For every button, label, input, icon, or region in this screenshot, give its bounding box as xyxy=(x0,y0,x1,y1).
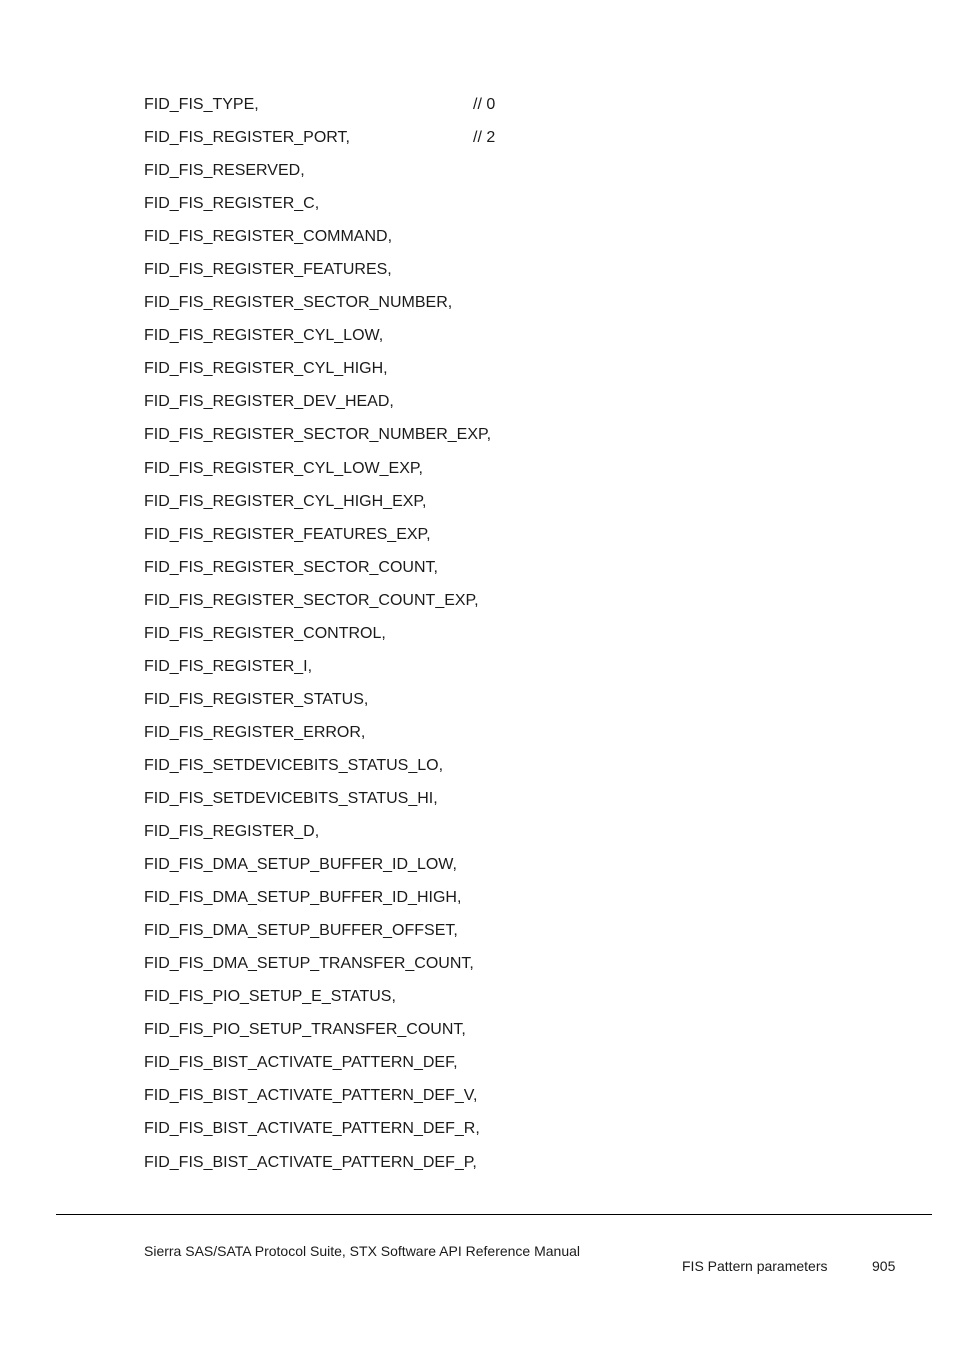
enum-member: FID_FIS_REGISTER_I, xyxy=(144,657,313,675)
code-line xyxy=(144,159,491,192)
code-line xyxy=(144,1018,491,1051)
code-comment: // 2 xyxy=(473,129,496,147)
code-line xyxy=(144,721,491,754)
enum-member: FID_FIS_REGISTER_STATUS, xyxy=(144,690,369,708)
enum-member: FID_FIS_DMA_SETUP_BUFFER_ID_HIGH, xyxy=(144,889,462,907)
code-line xyxy=(144,1117,491,1150)
enum-member: FID_FIS_REGISTER_COMMAND, xyxy=(144,228,393,246)
enum-member: FID_FIS_PIO_SETUP_E_STATUS, xyxy=(144,988,396,1006)
enum-member: FID_FIS_REGISTER_C, xyxy=(144,195,320,213)
code-line xyxy=(144,192,491,225)
enum-member: FID_FIS_REGISTER_SECTOR_COUNT_EXP, xyxy=(144,591,479,609)
enum-member: FID_FIS_PIO_SETUP_TRANSFER_COUNT, xyxy=(144,1021,466,1039)
enum-member: FID_FIS_REGISTER_D, xyxy=(144,823,320,841)
footer-manual-title: Sierra SAS/SATA Protocol Suite, STX Software API Reference Manual xyxy=(144,1243,581,1259)
code-line xyxy=(144,1151,491,1184)
code-line xyxy=(144,754,491,787)
code-line xyxy=(144,423,491,456)
code-line xyxy=(144,820,491,853)
enum-member: FID_FIS_REGISTER_FEATURES, xyxy=(144,261,392,279)
enum-member: FID_FIS_BIST_ACTIVATE_PATTERN_DEF, xyxy=(144,1054,458,1072)
enum-member: FID_FIS_REGISTER_CYL_HIGH_EXP, xyxy=(144,492,427,510)
enum-member: FID_FIS_DMA_SETUP_BUFFER_OFFSET, xyxy=(144,922,458,940)
enum-member: FID_FIS_BIST_ACTIVATE_PATTERN_DEF_V, xyxy=(144,1087,478,1105)
enum-member: FID_FIS_DMA_SETUP_TRANSFER_COUNT, xyxy=(144,955,474,973)
enum-code-listing xyxy=(144,93,496,1184)
code-line xyxy=(144,556,491,589)
code-line xyxy=(144,919,491,952)
enum-member: FID_FIS_REGISTER_CYL_LOW, xyxy=(144,327,384,345)
code-line xyxy=(144,985,491,1018)
footer-page-number: 905 xyxy=(872,1258,896,1274)
enum-member: FID_FIS_REGISTER_CYL_LOW_EXP, xyxy=(144,459,423,477)
footer-divider xyxy=(56,1214,932,1215)
code-line xyxy=(144,324,491,357)
code-line xyxy=(144,457,491,490)
code-line xyxy=(144,655,491,688)
code-line xyxy=(144,93,496,126)
enum-member: FID_FIS_REGISTER_DEV_HEAD, xyxy=(144,393,394,411)
code-line xyxy=(144,490,491,523)
enum-member: FID_FIS_BIST_ACTIVATE_PATTERN_DEF_R, xyxy=(144,1120,480,1138)
enum-member: FID_FIS_REGISTER_CONTROL, xyxy=(144,624,386,642)
enum-member: FID_FIS_REGISTER_SECTOR_NUMBER, xyxy=(144,294,453,312)
enum-member: FID_FIS_REGISTER_ERROR, xyxy=(144,723,366,741)
code-line xyxy=(144,1051,491,1084)
enum-member: FID_FIS_TYPE, xyxy=(144,96,259,113)
code-line xyxy=(144,126,496,159)
code-line xyxy=(144,357,491,390)
code-comment: // 0 xyxy=(473,96,496,113)
code-line xyxy=(144,952,491,985)
enum-member: FID_FIS_SETDEVICEBITS_STATUS_LO, xyxy=(144,756,444,774)
enum-member: FID_FIS_SETDEVICEBITS_STATUS_HI, xyxy=(144,789,438,807)
enum-member: FID_FIS_DMA_SETUP_BUFFER_ID_LOW, xyxy=(144,856,457,874)
code-line xyxy=(144,258,491,291)
code-line xyxy=(144,523,491,556)
enum-member: FID_FIS_REGISTER_SECTOR_NUMBER_EXP, xyxy=(144,426,492,444)
enum-member: FID_FIS_BIST_ACTIVATE_PATTERN_DEF_P, xyxy=(144,1153,477,1171)
footer-section-title: FIS Pattern parameters xyxy=(682,1258,828,1274)
code-line xyxy=(144,688,491,721)
code-line xyxy=(144,589,491,622)
code-line xyxy=(144,390,491,423)
code-line xyxy=(144,225,491,258)
code-line xyxy=(144,787,491,820)
enum-member: FID_FIS_RESERVED, xyxy=(144,162,305,180)
code-line xyxy=(144,853,491,886)
code-line xyxy=(144,291,491,324)
enum-member: FID_FIS_REGISTER_SECTOR_COUNT, xyxy=(144,558,438,576)
enum-member: FID_FIS_REGISTER_PORT, xyxy=(144,129,350,147)
enum-member: FID_FIS_REGISTER_CYL_HIGH, xyxy=(144,360,388,378)
code-line xyxy=(144,886,491,919)
code-line xyxy=(144,622,491,655)
enum-member: FID_FIS_REGISTER_FEATURES_EXP, xyxy=(144,525,431,543)
code-line xyxy=(144,1084,491,1117)
